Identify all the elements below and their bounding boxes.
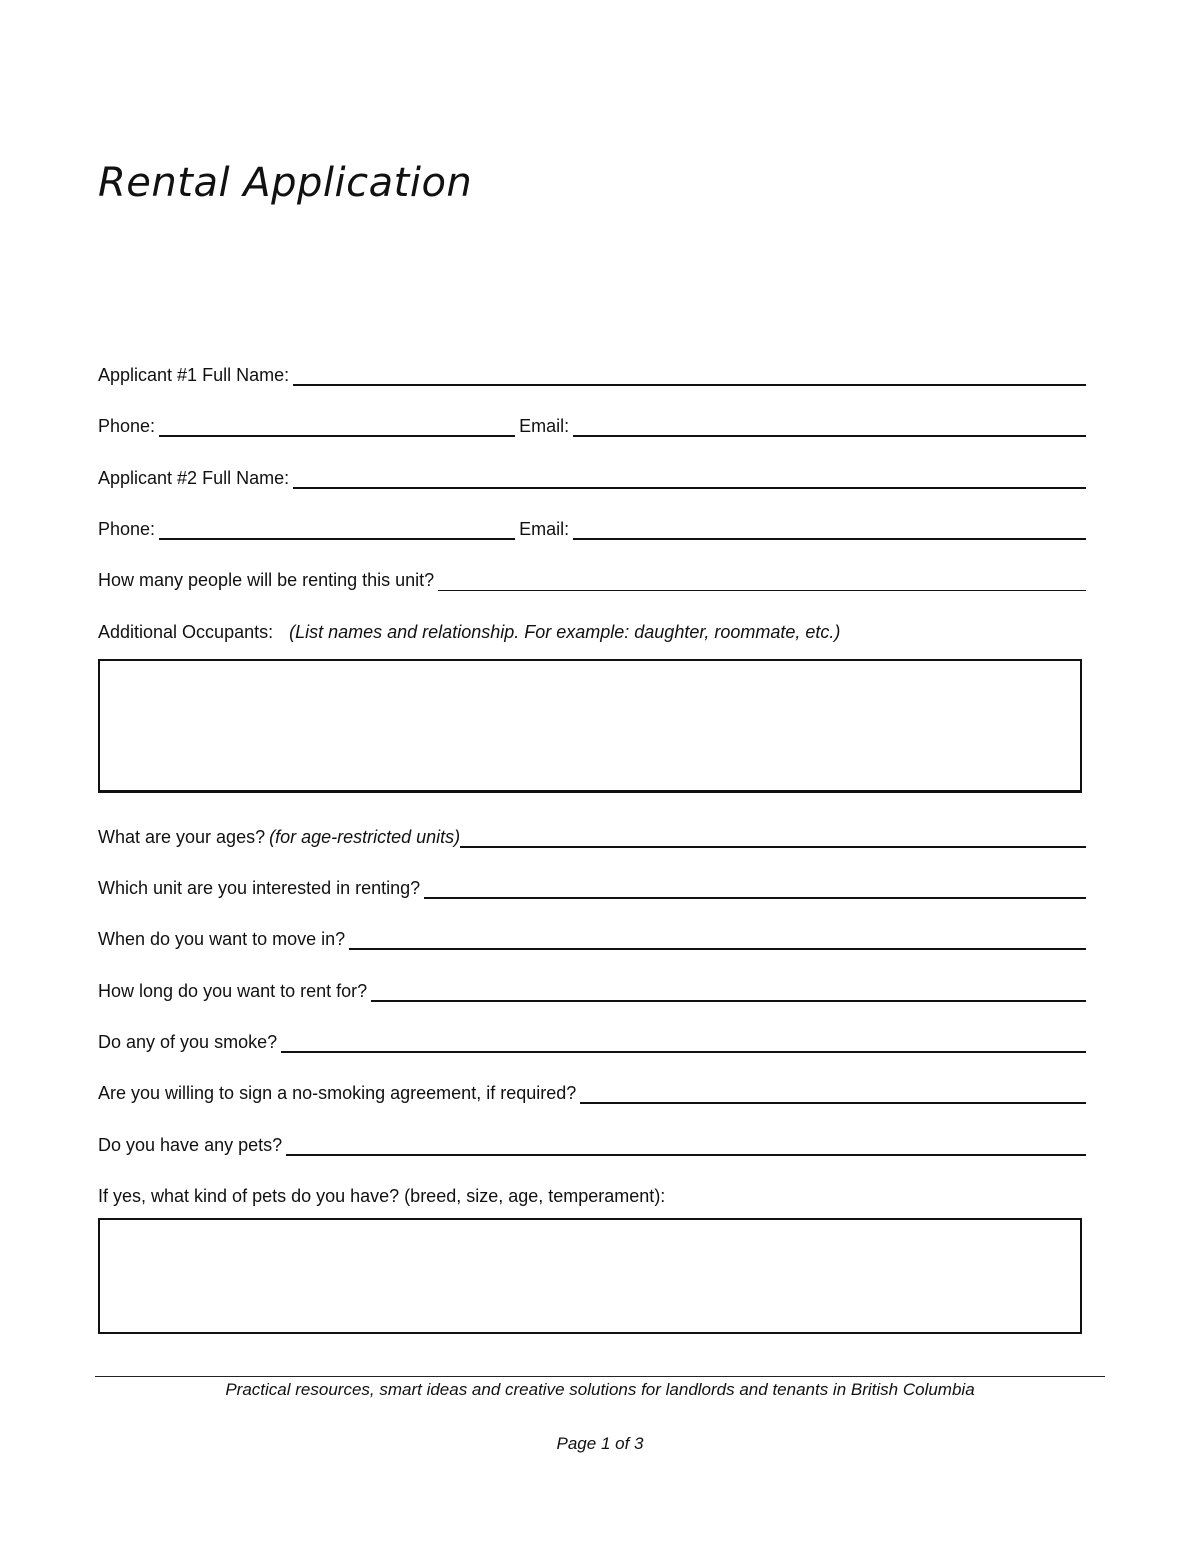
unit-row (98, 873, 1086, 899)
additional-occupants-label: Additional Occupants: (98, 622, 274, 642)
applicant2-email-blank[interactable] (573, 518, 1086, 540)
no-smoking-label: Are you willing to sign a no-smoking agreement, if required? (98, 1083, 577, 1103)
pet-details-label: If yes, what kind of pets do you have? (breed, size, age, temperament): (98, 1186, 666, 1206)
people-count-label: How many people will be renting this unit? (98, 570, 435, 590)
people-count-row (98, 565, 1086, 591)
move-in-row (98, 924, 1086, 950)
applicant1-name-row (98, 360, 1086, 386)
rent-duration-row (98, 976, 1086, 1002)
document-title: Rental Application (98, 160, 473, 206)
ages-blank[interactable] (460, 826, 1086, 848)
applicant2-phone-label: Phone: (98, 519, 156, 539)
pets-row (98, 1130, 1086, 1156)
unit-label: Which unit are you interested in renting? (98, 878, 421, 898)
applicant2-name-row (98, 463, 1086, 489)
applicant1-name-blank[interactable] (293, 364, 1086, 386)
applicant1-name-label: Applicant #1 Full Name: (98, 365, 290, 385)
applicant1-phone-label: Phone: (98, 416, 156, 436)
people-count-blank[interactable] (438, 570, 1086, 591)
applicant1-email-label: Email: (519, 416, 570, 436)
move-in-label: When do you want to move in? (98, 929, 346, 949)
page-number: Page 1 of 3 (556, 1434, 644, 1453)
unit-blank[interactable] (424, 877, 1086, 899)
applicant2-phone-blank[interactable] (159, 518, 515, 540)
applicant2-name-blank[interactable] (293, 467, 1086, 489)
ages-hint: (for age-restricted units) (269, 827, 461, 847)
pet-details-row (98, 1181, 1086, 1207)
smoke-row (98, 1027, 1086, 1053)
pets-blank[interactable] (286, 1134, 1086, 1156)
pet-details-box[interactable] (98, 1218, 1082, 1334)
applicant2-email-label: Email: (519, 519, 570, 539)
additional-occupants-hint: (List names and relationship. For example: daughter, roommate, etc.) (289, 622, 841, 642)
ages-row (98, 822, 1086, 848)
applicant2-name-label: Applicant #2 Full Name: (98, 468, 290, 488)
footer-divider (95, 1376, 1105, 1377)
move-in-blank[interactable] (349, 928, 1086, 950)
no-smoking-row (98, 1078, 1086, 1104)
pets-label: Do you have any pets? (98, 1135, 283, 1155)
additional-occupants-row (98, 617, 1086, 643)
applicant1-email-blank[interactable] (573, 415, 1086, 437)
applicant2-contact-row (98, 514, 1086, 540)
additional-occupants-box[interactable] (98, 659, 1082, 793)
rent-duration-label: How long do you want to rent for? (98, 981, 368, 1001)
smoke-blank[interactable] (281, 1031, 1086, 1053)
rent-duration-blank[interactable] (371, 980, 1086, 1002)
applicant1-contact-row (98, 411, 1086, 437)
smoke-label: Do any of you smoke? (98, 1032, 278, 1052)
ages-label: What are your ages? (98, 827, 266, 847)
no-smoking-blank[interactable] (580, 1082, 1086, 1104)
footer-tagline: Practical resources, smart ideas and creative solutions for landlords and tenants in British Columbia (225, 1380, 975, 1399)
applicant1-phone-blank[interactable] (159, 415, 515, 437)
